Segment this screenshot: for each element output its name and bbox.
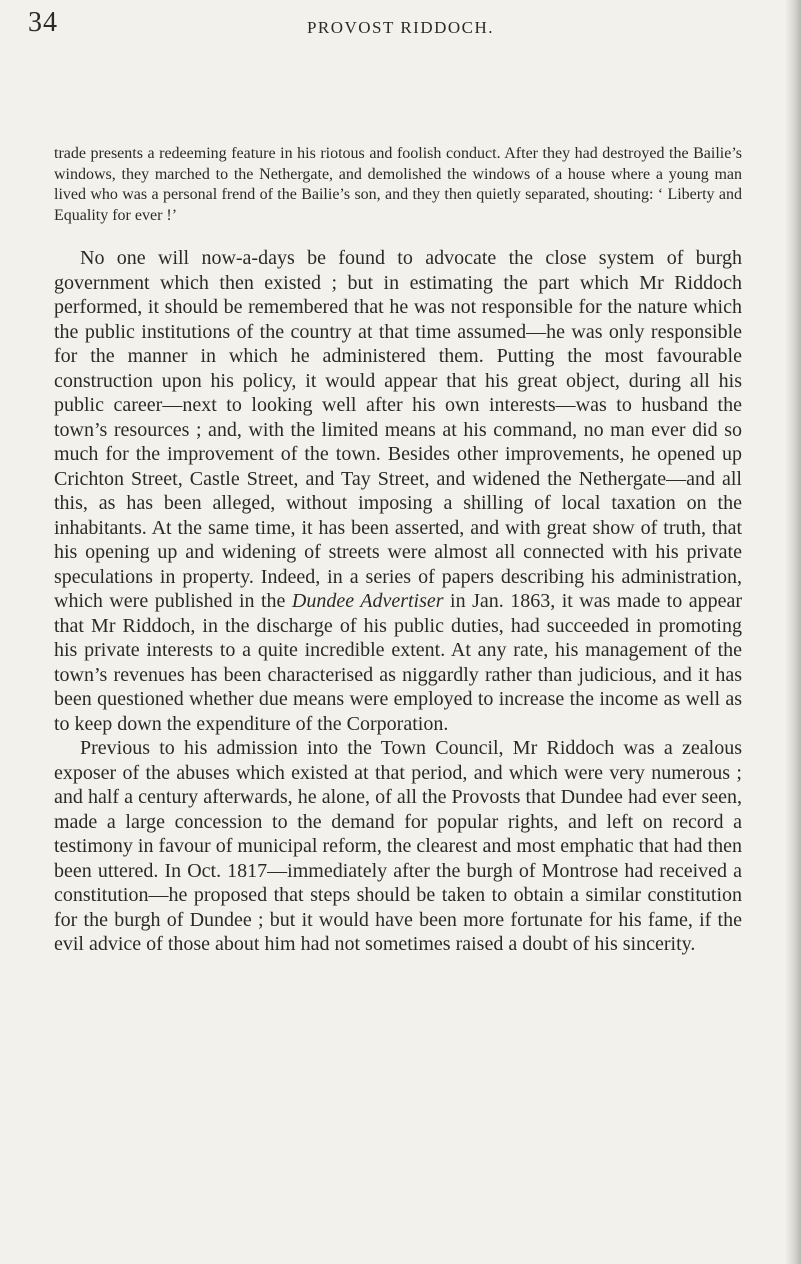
paragraph-1-part-b: in Jan. 1863, it was made to appear that Mr Riddoch, in the discharge of his public duties, had succeeded in promoting his private interests to a quite incredible extent. At any rate, his management of the town’s revenues has been characterised as niggardly rather than judicious, and it has been questioned whether due means were employed to increase the income as well as to keep down the expenditure of the Corporation. <box>54 590 743 735</box>
page-number: 34 <box>28 7 58 38</box>
newspaper-title: Dundee Advertiser <box>291 590 444 612</box>
body-text <box>54 246 742 957</box>
paragraph-2: Previous to his admission into the Town Council, Mr Riddoch was a zealous exposer of the abuses which existed at that period, and which were very numerous ; and half a century afterwards, he alone, of all the Provosts that Dundee had ever seen, made a large concession to the demand for popular rights, and left on record a testimony in favour of municipal reform, the clearest and most emphatic that had then been uttered. In Oct. 1817—immediately after the burgh of Montrose had received a constitution—he proposed that steps should be taken to obtain a similar constitution for the burgh of Dundee ; but it would have been more fortunate for his fame, if the evil advice of those about him had not sometimes raised a doubt of his sincerity. <box>54 737 742 955</box>
paragraph-1-part-a: No one will now-a-days be found to advocate the close system of burgh government which then existed ; but in estimating the part which Mr Riddoch performed, it should be remembered that he was not responsible for the nature which the public institutions of the country at that time assumed—he was only responsible for the manner in which he administered them. Putting the most favourable construction upon his policy, it would appear that his great object, during all his public career—next to looking well after his own interests—was to husband the town’s resources ; and, with the limited means at his command, no man ever did so much for the improvement of the town. Besides other improvements, he opened up Crichton Street, Castle Street, and Tay Street, and widened the Nethergate—and all this, as has been alleged, without imposing a shilling of local taxation on the inhabitants. At the same time, it has been asserted, and with great show of truth, that his opening up and widening of streets were almost all connected with his private speculations in property. Indeed, in a series of papers describing his administration, which were published in the <box>54 247 742 612</box>
running-title: PROVOST RIDDOCH. <box>306 18 495 37</box>
excerpt-paragraph: trade presents a redeeming feature in his riotous and foolish conduct. After they had destroyed the Bailie’s windows, they marched to the Nethergate, and demolished the windows of a house where a young man lived who was a personal frend of the Bailie’s son, and they then quietly separated, shouting: ‘ Liberty and Equality for ever !’ <box>54 145 742 224</box>
paragraph-1 <box>54 246 742 736</box>
page-edge-shadow <box>785 0 801 1264</box>
